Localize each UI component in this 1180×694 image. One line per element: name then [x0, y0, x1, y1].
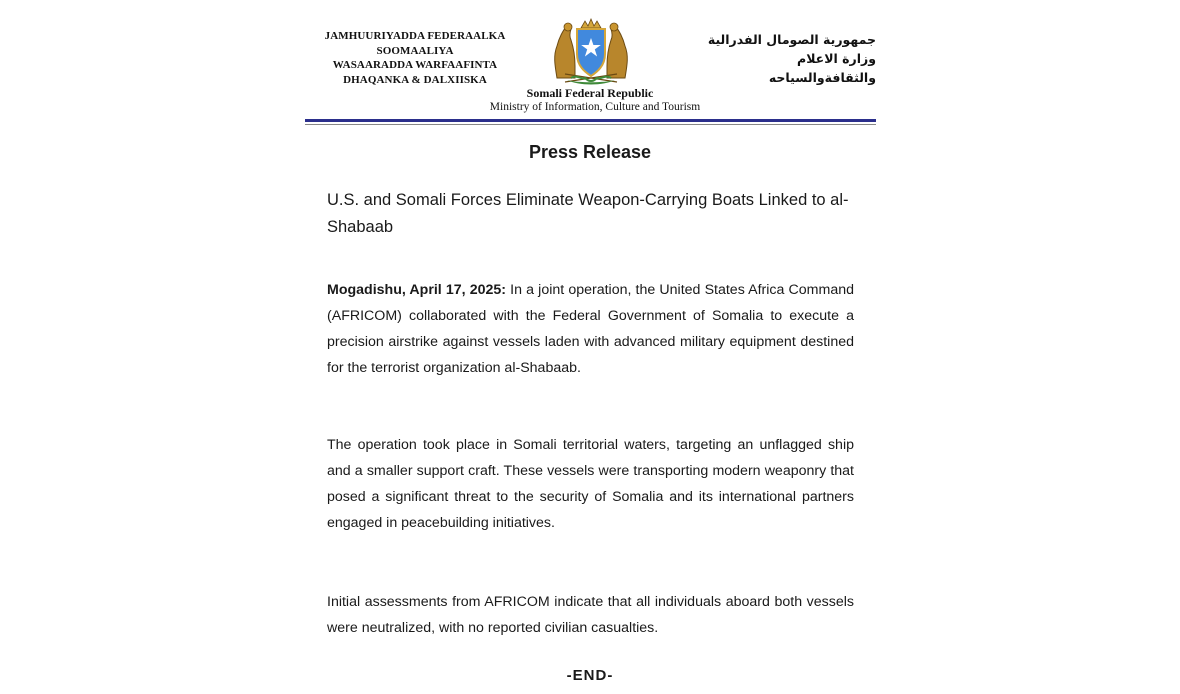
paragraph-1 [327, 277, 854, 381]
letterhead-divider-thin [305, 124, 876, 125]
document-title: Press Release [528, 142, 652, 162]
press-headline: U.S. and Somali Forces Eliminate Weapon-Carrying Boats Linked to al-Shabaab [327, 191, 849, 236]
letterhead-ministry-name: Ministry of Information, Culture and Tourism [489, 101, 701, 113]
letterhead-somali-block [310, 29, 520, 87]
letterhead-divider [305, 119, 876, 122]
letterhead-somali-line: SOOMAALIYA [376, 44, 454, 57]
letterhead-arabic-block [680, 30, 876, 87]
letterhead-republic-name: Somali Federal Republic [526, 86, 654, 100]
paragraph-3: Initial assessments from AFRICOM indicate that all individuals aboard both vessels were neutralized, with no reported civilian casualties. [327, 594, 854, 636]
letterhead-arabic-line: وزارة الاعلام [797, 51, 876, 66]
letterhead-somali-line: DHAQANKA & DALXIISKA [343, 73, 487, 86]
letterhead-arabic-line: جمهورية الصومال الفدرالية [707, 32, 876, 47]
somali-coat-of-arms-icon [545, 16, 637, 88]
letterhead-somali-line: WASAARADDA WARFAAFINTA [332, 59, 498, 71]
letterhead-somali-line: JAMHUURIYADDA FEDERAALKA [324, 30, 506, 42]
dateline: Mogadishu, April 17, 2025: [327, 282, 507, 298]
end-mark: -END- [566, 667, 614, 684]
paragraph-1-text: In a joint operation, the United States Africa Command (AFRICOM) collaborated with the Federal Government of Somalia to execute a precision airstrike against vessels laden with advanced military equipment destined for the terrorist organization al-Shabaab. [327, 282, 854, 376]
letterhead-arabic-line: والثقافةوالسياحه [768, 70, 876, 85]
paragraph-2: The operation took place in Somali territorial waters, targeting an unflagged ship and a smaller support craft. These vessels were transporting modern weaponry that posed a significant threat to the security of Somalia and its international partners engaged in peacebuilding initiatives. [327, 437, 854, 531]
